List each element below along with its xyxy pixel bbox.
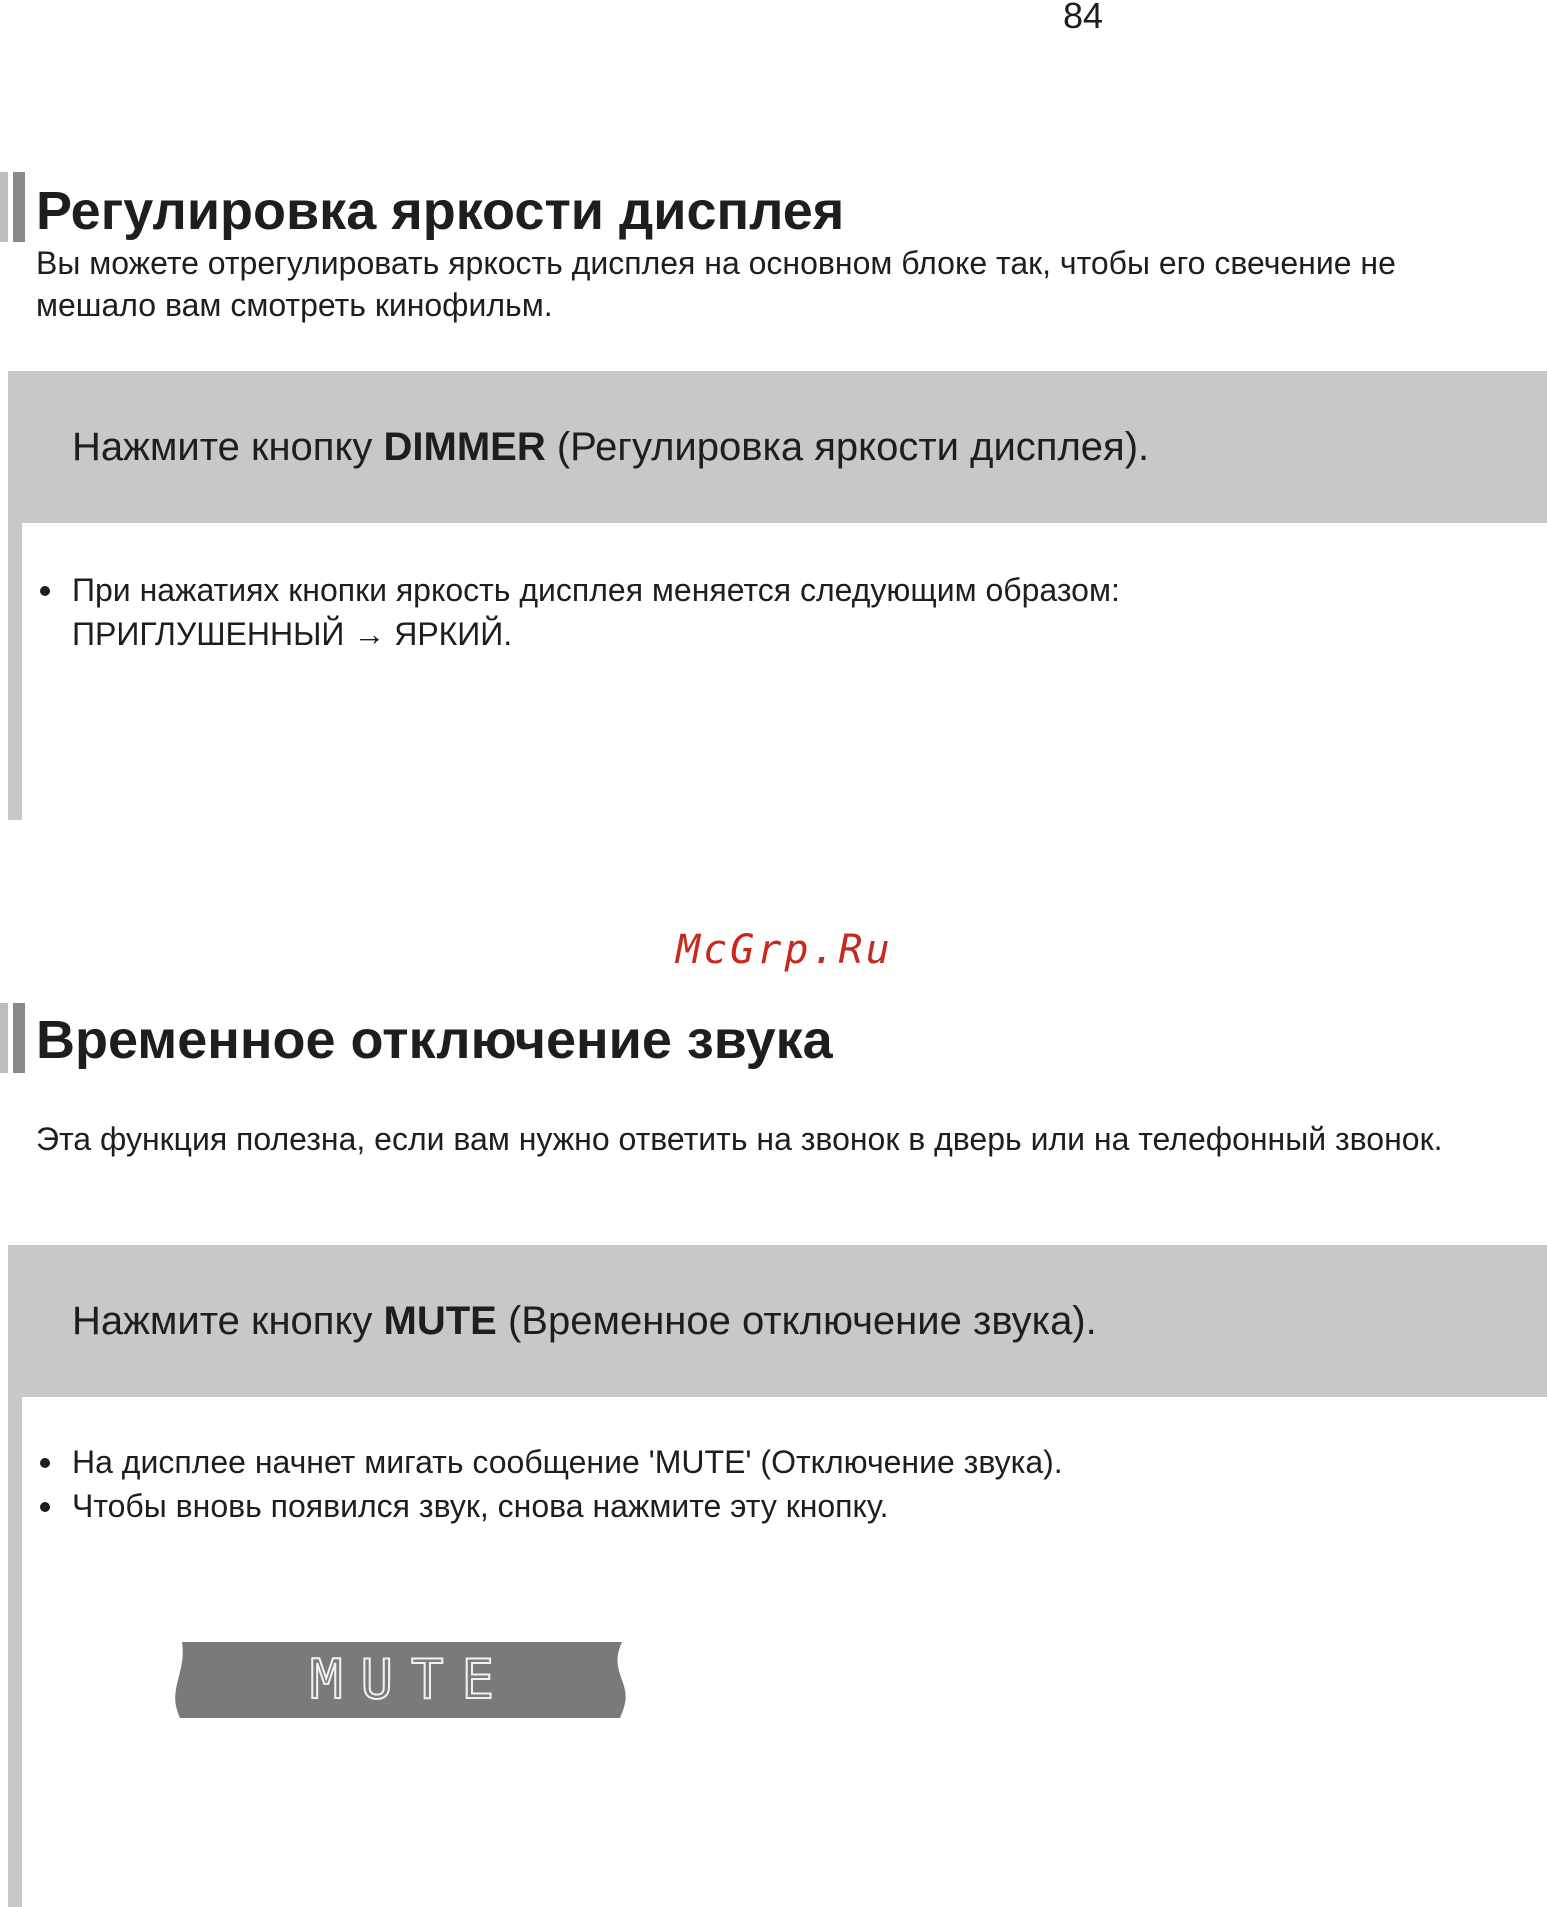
instruction-box-dimmer bbox=[8, 371, 1547, 523]
section-title-mute: Временное отключение звука bbox=[36, 1010, 833, 1070]
side-strip-dimmer bbox=[8, 523, 22, 820]
intro-dimmer: Вы можете отрегулировать яркость дисплея на основном блоке так, чтобы его свечение не мешало вам смотреть кинофильм. bbox=[36, 245, 1396, 323]
bullet-text-sequence: ПРИГЛУШЕННЫЙ → ЯРКИЙ. bbox=[72, 616, 513, 652]
intro-mute: Эта функция полезна, если вам нужно ответить на звонок в дверь или на телефонный звонок. bbox=[36, 1121, 1443, 1157]
bullet-list-dimmer bbox=[36, 568, 1120, 656]
mute-button-name: MUTE bbox=[383, 1299, 497, 1343]
bullet-list-mute bbox=[36, 1440, 1063, 1528]
bullet-text: Чтобы вновь появился звук, снова нажмите эту кнопку. bbox=[72, 1488, 889, 1524]
instruction-box-mute bbox=[8, 1245, 1547, 1397]
page-number: 84 bbox=[1063, 0, 1104, 36]
bullet-dot bbox=[40, 586, 50, 596]
bullet-text: При нажатиях кнопки яркость дисплея меняется следующим образом: bbox=[72, 572, 1120, 608]
list-item bbox=[36, 1484, 1063, 1528]
dimmer-button-name: DIMMER bbox=[383, 425, 546, 469]
instruction-text-dimmer bbox=[72, 423, 1149, 471]
instruction-suffix: (Временное отключение звука). bbox=[496, 1299, 1097, 1343]
list-item bbox=[36, 1440, 1063, 1484]
section-marker bbox=[0, 172, 30, 242]
bullet-text: На дисплее начнет мигать сообщение 'MUTE' (Отключение звука). bbox=[72, 1444, 1063, 1480]
side-strip-mute bbox=[8, 1397, 22, 1907]
mute-display-illustration bbox=[170, 1642, 632, 1718]
instruction-prefix: Нажмите кнопку bbox=[72, 1299, 384, 1343]
display-readout-text: MUTE bbox=[310, 1648, 513, 1711]
bullet-dot bbox=[40, 1502, 50, 1512]
bullet-dot bbox=[40, 1458, 50, 1468]
instruction-text-mute bbox=[72, 1297, 1097, 1345]
instruction-prefix: Нажмите кнопку bbox=[72, 425, 384, 469]
watermark: McGrp.Ru bbox=[676, 927, 893, 973]
list-item bbox=[36, 568, 1120, 656]
section-marker bbox=[0, 1003, 30, 1073]
section-title-dimmer: Регулировка яркости дисплея bbox=[36, 181, 845, 241]
instruction-suffix: (Регулировка яркости дисплея). bbox=[545, 425, 1150, 469]
